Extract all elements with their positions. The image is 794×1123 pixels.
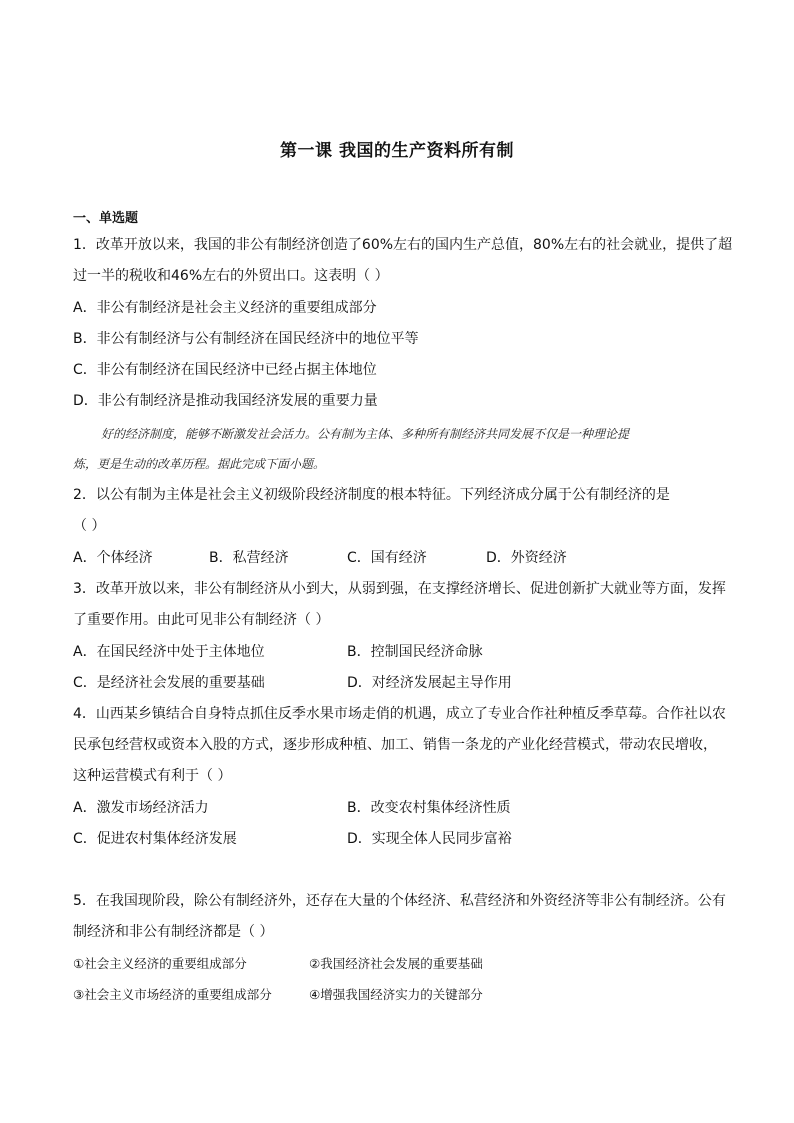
q4-option-a: A．激发市场经济活力 — [73, 800, 209, 816]
q2-stem-line-2: （ ） — [73, 518, 106, 534]
q2-option-a: A．个体经济 — [73, 550, 153, 566]
q3-option-b: B．控制国民经济命脉 — [347, 644, 483, 660]
q1-stem-line-2: 过一半的税收和46%左右的外贸出口。这表明（ ） — [73, 268, 389, 284]
q2-stem-line-1: 2．以公有制为主体是社会主义初级阶段经济制度的根本特征。下列经济成分属于公有制经济的是 — [73, 487, 670, 503]
page-title: 第一课 我国的生产资料所有制 — [280, 141, 514, 161]
passage-line-1: 好的经济制度，能够不断激发社会活力。公有制为主体、多种所有制经济共同发展不仅是一种理论提 — [101, 427, 630, 441]
q5-stem-line-2: 制经济和非公有制经济都是（ ） — [73, 924, 274, 940]
q1-option-a: A．非公有制经济是社会主义经济的重要组成部分 — [73, 300, 377, 316]
q1-option-b: B．非公有制经济与公有制经济在国民经济中的地位平等 — [73, 331, 419, 347]
q4-option-d: D．实现全体人民同步富裕 — [347, 831, 512, 847]
q4-stem-line-3: 这种运营模式有利于（ ） — [73, 768, 232, 784]
q2-option-c: C．国有经济 — [347, 550, 427, 566]
passage-line-2: 炼，更是生动的改革历程。据此完成下面小题。 — [73, 457, 326, 471]
q3-option-c: C．是经济社会发展的重要基础 — [73, 675, 265, 691]
q5-item-4: ④增强我国经济实力的关键部分 — [309, 987, 483, 1002]
q4-stem-line-1: 4．山西某乡镇结合自身特点抓住反季水果市场走俏的机遇，成立了专业合作社种植反季草莓。合作社以农 — [73, 706, 726, 722]
q1-stem-line-1: 1．改革开放以来，我国的非公有制经济创造了60%左右的国内生产总值，80%左右的社会就业，提供了超 — [73, 237, 733, 253]
q4-stem-line-2: 民承包经营权或资本入股的方式，逐步形成种植、加工、销售一条龙的产业化经营模式，带动农民增收， — [73, 737, 717, 753]
q2-option-b: B．私营经济 — [209, 550, 289, 566]
q5-item-2: ②我国经济社会发展的重要基础 — [309, 956, 483, 971]
q3-option-d: D．对经济发展起主导作用 — [347, 675, 512, 691]
q1-option-d: D．非公有制经济是推动我国经济发展的重要力量 — [73, 393, 378, 409]
q5-item-3: ③社会主义市场经济的重要组成部分 — [73, 987, 272, 1002]
q1-option-c: C．非公有制经济在国民经济中已经占据主体地位 — [73, 362, 377, 378]
q3-stem-line-2: 了重要作用。由此可见非公有制经济（ ） — [73, 612, 330, 628]
section-heading: 一、单选题 — [73, 211, 139, 226]
q3-stem-line-1: 3．改革开放以来，非公有制经济从小到大，从弱到强，在支撑经济增长、促进创新扩大就业等方面，发挥 — [73, 581, 726, 597]
q4-option-c: C．促进农村集体经济发展 — [73, 831, 237, 847]
q3-option-a: A．在国民经济中处于主体地位 — [73, 644, 265, 660]
q5-stem-line-1: 5．在我国现阶段，除公有制经济外，还存在大量的个体经济、私营经济和外资经济等非公有制经济。公有 — [73, 893, 726, 909]
q2-option-d: D．外资经济 — [486, 550, 567, 566]
q4-option-b: B．改变农村集体经济性质 — [347, 800, 511, 816]
q5-item-1: ①社会主义经济的重要组成部分 — [73, 956, 247, 971]
